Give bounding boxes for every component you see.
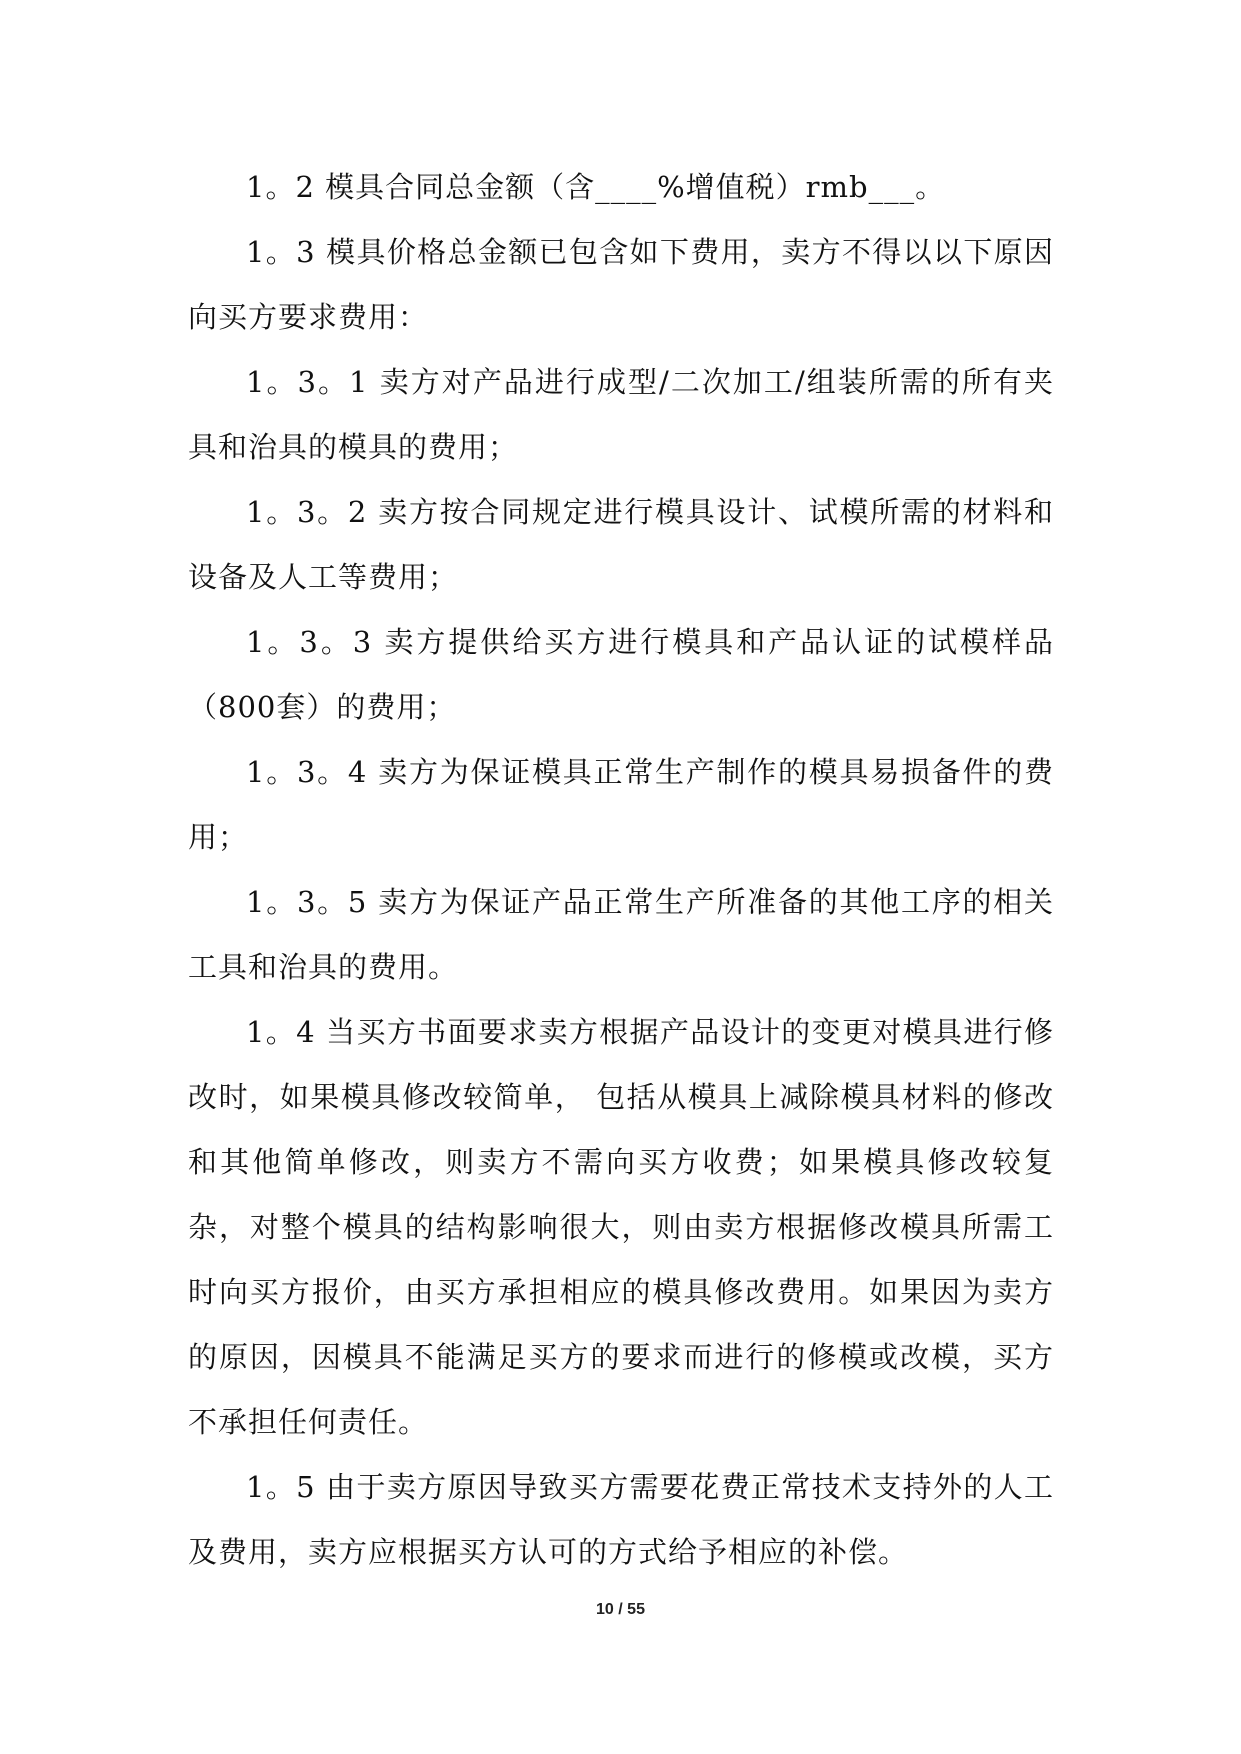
paragraph-1-2: 1。2 模具合同总金额（含____%增值税）rmb___。 [246,170,946,204]
paragraph-1-5: 1。5 由于卖方原因导致买方需要花费正常技术支持外的人工及费用，卖方应根据买方认可的方式给予相应的补偿。 [188,1470,1054,1569]
paragraph-1-3-1: 1。3。1 卖方对产品进行成型/二次加工/组装所需的所有夹具和治具的模具的费用； [188,365,1054,464]
paragraph-1-3-5: 1。3。5 卖方为保证产品正常生产所准备的其他工序的相关工具和治具的费用。 [188,885,1054,984]
paragraph-1-4: 1。4 当买方书面要求卖方根据产品设计的变更对模具进行修改时，如果模具修改较简单， 包括从模具上减除模具材料的修改和其他简单修改，则卖方不需向买方收费；如果模具修改较复杂，对整个模具的结构影响很大，则由卖方根据修改模具所需工时向买方报价，由买方承担相应的模具修改费用。如果因为卖方的原因，因模具不能满足买方的要求而进行的修模或改模，买方不承担任何责任。 [188,1015,1054,1439]
paragraph-1-3-4: 1。3。4 卖方为保证模具正常生产制作的模具易损备件的费用； [188,755,1054,854]
paragraph-1-3: 1。3 模具价格总金额已包含如下费用，卖方不得以以下原因向买方要求费用： [188,235,1054,334]
paragraph-1-3-3: 1。3。3 卖方提供给买方进行模具和产品认证的试模样品（800套）的费用； [188,625,1054,724]
paragraph-1-3-2: 1。3。2 卖方按合同规定进行模具设计、试模所需的材料和设备及人工等费用； [188,495,1054,594]
page-number: 10 / 55 [596,1601,645,1618]
document-body [188,155,1054,1585]
